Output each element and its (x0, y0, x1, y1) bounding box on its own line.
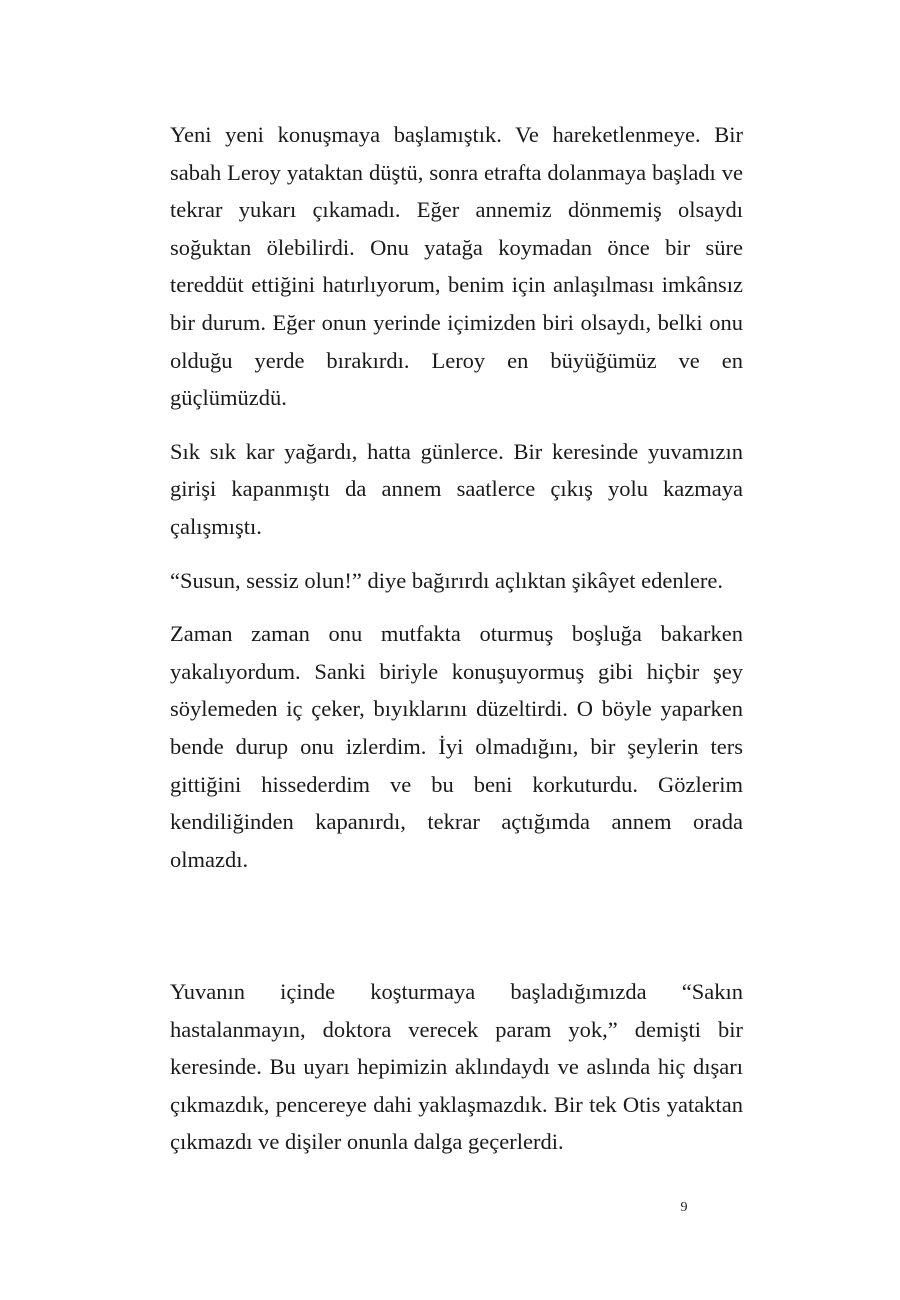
paragraph: Yeni yeni konuşmaya başlamıştık. Ve hareketlenmeye. Bir sabah Leroy yataktan düştü, sonra etrafta dolanmaya başladı ve tekrar yukarı çıkamadı. Eğer annemiz dönmemiş olsaydı soğuktan ölebilirdi. Onu yatağa koymadan önce bir süre tereddüt ettiğini hatırlıyorum, benim için anlaşılması imkânsız bir durum. Eğer onun yerinde içimizden biri olsaydı, belki onu olduğu yerde bırakırdı. Leroy en büyüğümüz ve en güçlümüzdü. (170, 122, 743, 411)
paragraph-gap (170, 599, 743, 615)
paragraph: “Susun, sessiz olun!” diye bağırırdı açlıktan şikâyet edenlere. (170, 567, 723, 593)
paragraph-gap (170, 417, 743, 433)
paragraph: Yuvanın içinde koşturmaya başladığımızda “Sakın hastalanmayın, doktora verecek param yok,” demişti bir keresinde. Bu uyarı hepimizin aklındaydı ve aslında hiç dışarı çıkmazdık, pencereye dahi yaklaşmazdık. Bir tek Otis yataktan çıkmazdı ve dişiler onunla dalga geçerlerdi. (170, 979, 743, 1155)
page-number: 9 (680, 1200, 688, 1215)
text-section-top (170, 116, 743, 878)
text-section-bottom (170, 973, 743, 1161)
paragraph-gap (170, 546, 743, 562)
paragraph: Sık sık kar yağardı, hatta günlerce. Bir keresinde yuvamızın girişi kapanmıştı da annem saatlerce çıkış yolu kazmaya çalışmıştı. (170, 438, 743, 539)
paragraph: Zaman zaman onu mutfakta oturmuş boşluğa bakarken yakalıyordum. Sanki biriyle konuşuyormuş gibi hiçbir şey söylemeden iç çeker, bıyıklarını düzeltirdi. O böyle yaparken bende durup onu izlerdim. İyi olmadığını, bir şeylerin ters gittiğini hissederdim ve bu beni korkuturdu. Gözlerim kendiliğinden kapanırdı, tekrar açtığımda annem orada olmazdı. (170, 621, 743, 872)
